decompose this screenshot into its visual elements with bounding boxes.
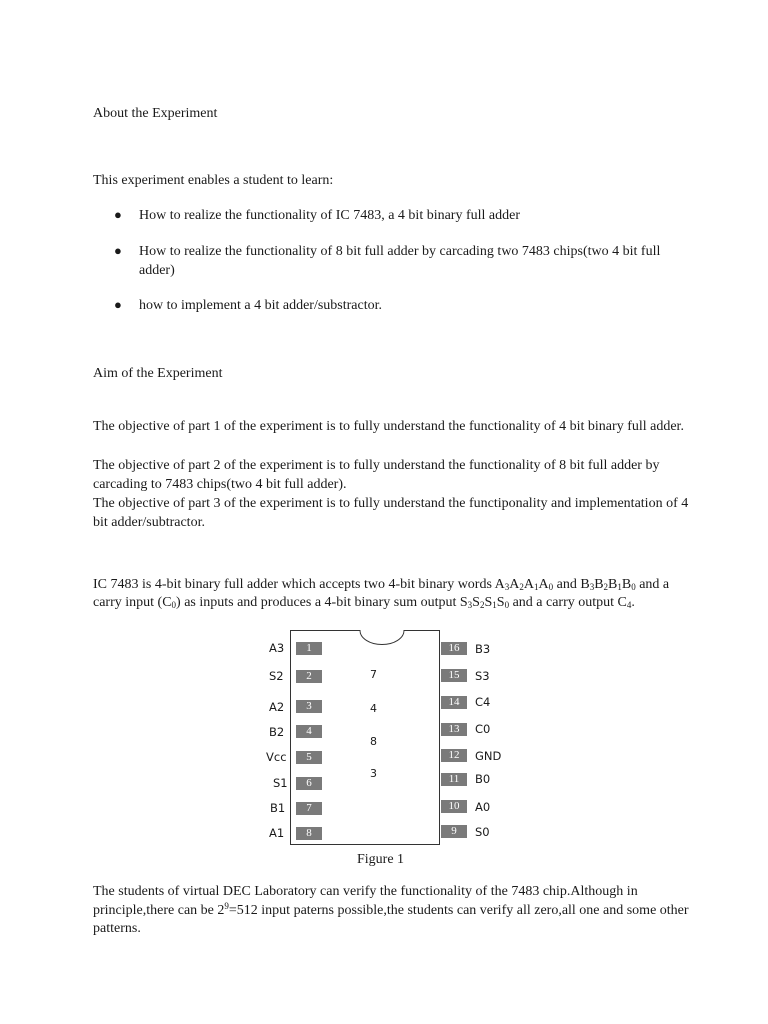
- pin-number: 10: [441, 800, 467, 813]
- pin-label: A1: [269, 826, 285, 840]
- chip-inner-digit: 3: [370, 767, 377, 780]
- pin-label: S1: [273, 776, 288, 790]
- objective-text: The objective of part 2 of the experiment is to fully understand the functionality of 8 bit full adder by carcading to 7483 chips(two 4 bit full adder).: [93, 458, 660, 493]
- pin-number: 6: [296, 777, 322, 790]
- bullet-icon: ●: [114, 297, 122, 312]
- pin-label: S2: [269, 669, 284, 683]
- pin-number: 2: [296, 670, 322, 683]
- chip-inner-digit: 7: [370, 668, 377, 681]
- pin-label: S3: [475, 669, 490, 683]
- pin-label: B2: [269, 725, 285, 739]
- pin-number: 11: [441, 773, 467, 786]
- pin-number: 4: [296, 725, 322, 738]
- heading-about: About the Experiment: [93, 106, 218, 121]
- pin-label: A2: [269, 700, 285, 714]
- chip-inner-digit: 4: [370, 702, 377, 715]
- pin-number: 16: [441, 642, 467, 655]
- pin-label: GND: [475, 749, 502, 763]
- pin-number: 9: [441, 825, 467, 838]
- figure-caption: Figure 1: [357, 852, 405, 867]
- pin-label: C4: [475, 695, 491, 709]
- intro-text: This experiment enables a student to learn:: [93, 173, 334, 188]
- pin-number: 7: [296, 802, 322, 815]
- ic-description: IC 7483 is 4-bit binary full adder which accepts two 4-bit binary words $A_3A_2A_1A_0$ and $B_3B_2B_1B_0$ and a carry input $(C_0)$ as inputs and produces a 4-bit binary sum output $S_3S_2S_1S_0$ and a carry output $C_4$.: [93, 577, 670, 610]
- pin-label: Vcc: [266, 750, 287, 764]
- pin-label: C0: [475, 722, 491, 736]
- bullet-icon: ●: [114, 207, 122, 222]
- pin-label: B0: [475, 772, 491, 786]
- pin-number: 14: [441, 696, 467, 709]
- heading-aim: Aim of the Experiment: [93, 366, 223, 381]
- bullet-item: how to implement a 4 bit adder/substractor.: [139, 298, 383, 313]
- pin-number: 1: [296, 642, 322, 655]
- pin-number: 3: [296, 700, 322, 713]
- bullet-item: How to realize the functionality of 8 bit full adder by carcading two 7483 chips(two 4 bit full adder): [139, 244, 661, 278]
- pin-label: A3: [269, 641, 285, 655]
- pin-number: 13: [441, 723, 467, 736]
- chip-inner-digit: 8: [370, 735, 377, 748]
- pin-label: B1: [270, 801, 286, 815]
- pin-number: 5: [296, 751, 322, 764]
- pin-label: B3: [475, 642, 491, 656]
- closing-text: The students of virtual DEC Laboratory can verify the functionality of the 7483 chip.Although in principle,there can be $2^9=512$ input paterns possible,the students can verify all zero,all one and some other patterns.: [93, 884, 689, 936]
- pin-label: A0: [475, 800, 491, 814]
- pin-number: 8: [296, 827, 322, 840]
- objective-text: The objective of part 1 of the experiment is to fully understand the functionality of 4 bit binary full adder.: [93, 419, 684, 434]
- pin-number: 12: [441, 749, 467, 762]
- pin-label: S0: [475, 825, 490, 839]
- objective-text: The objective of part 3 of the experiment is to fully understand the functiponality and implementation of 4 bit adder/subtractor.: [93, 496, 689, 531]
- bullet-icon: ●: [114, 243, 122, 258]
- bullet-item: How to realize the functionality of IC 7483, a 4 bit binary full adder: [139, 208, 521, 223]
- pin-number: 15: [441, 669, 467, 682]
